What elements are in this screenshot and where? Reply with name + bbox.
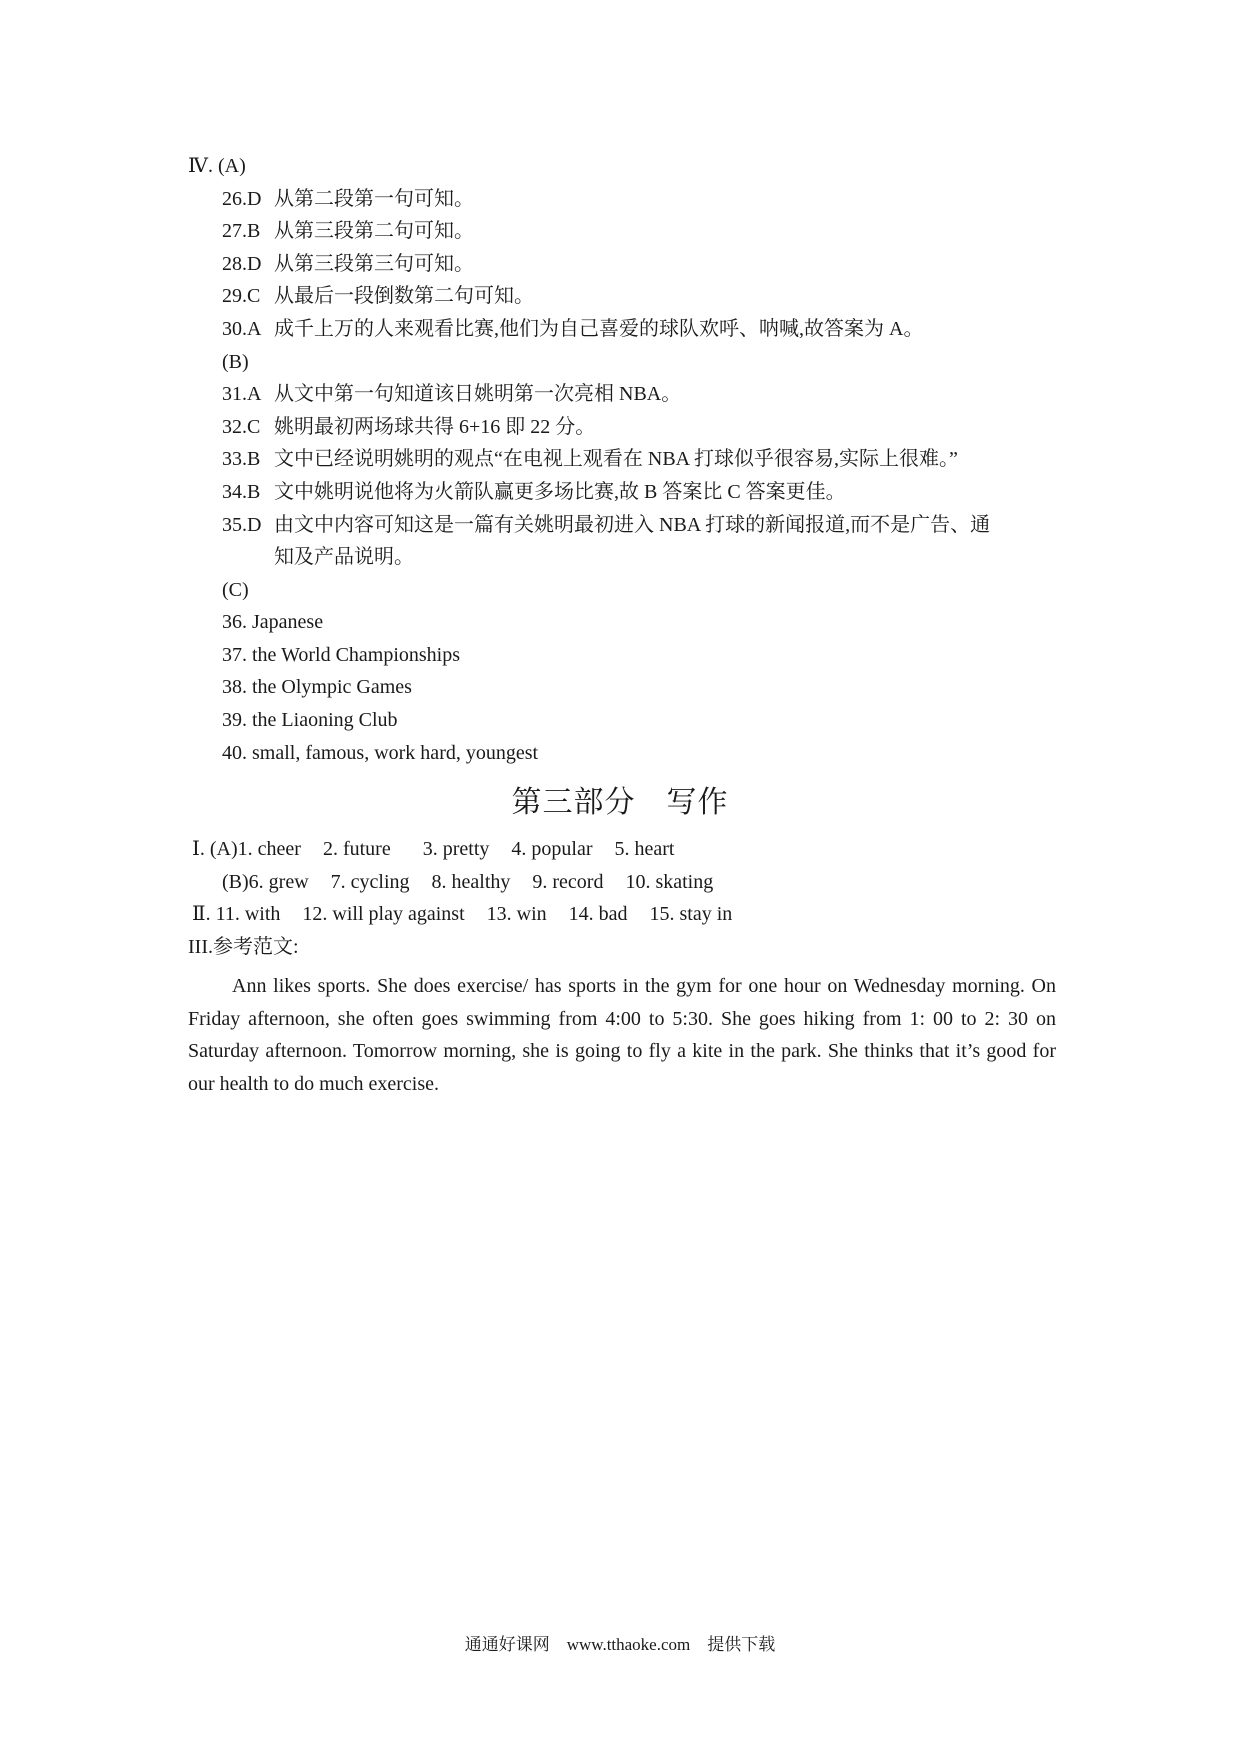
answer-36: 36. Japanese [222, 611, 324, 633]
sample-essay: Ann likes sports. She does exercise/ has sports in the gym for one hour on Wednesday morning. On Friday afternoon, she often goes swimming from 4:00 to 5:30. She goes hiking from 1: 00 to 2: 30 on Saturday afternoon. Tomorrow morning, she is going to fly a kite in the park. She thinks that it’s good for our health to do much exercise. [188, 975, 1056, 1095]
answer-number: 29.C [222, 285, 261, 307]
answer-item: 3. pretty [422, 838, 490, 860]
answer-number: 35.D [222, 514, 262, 536]
answer-explanation: 文中已经说明姚明的观点“在电视上观看在 NBA 打球似乎很容易,实际上很难。” [274, 448, 958, 470]
part-c-label: (C) [222, 579, 249, 601]
answer-28 [222, 248, 474, 280]
answer-26 [222, 183, 474, 215]
answer-31 [222, 378, 681, 410]
answer-item: 5. heart [614, 838, 675, 860]
answer-explanation: 文中姚明说他将为火箭队赢更多场比赛,故 B 答案比 C 答案更佳。 [274, 481, 846, 503]
writing-iii-label: III.参考范文: [188, 936, 299, 958]
answer-number: 32.C [222, 416, 261, 438]
answer-explanation: 从第三段第三句可知。 [274, 253, 474, 275]
answer-item: 10. skating [625, 871, 714, 893]
answer-35-continuation: 知及产品说明。 [274, 546, 414, 568]
answer-explanation: 从第三段第二句可知。 [274, 220, 474, 242]
answer-30 [222, 313, 923, 345]
answer-explanation: 由文中内容可知这是一篇有关姚明最初进入 NBA 打球的新闻报道,而不是广告、通 [274, 514, 991, 536]
writing-i-a-row [192, 833, 674, 865]
answer-item: (B)6. grew [222, 871, 309, 893]
answer-39: 39. the Liaoning Club [222, 709, 398, 731]
answer-37: 37. the World Championships [222, 644, 461, 666]
writing-ii-row [192, 898, 732, 930]
answer-item: 13. win [486, 903, 547, 925]
answer-item: 14. bad [568, 903, 628, 925]
answer-29 [222, 280, 534, 312]
answer-38: 38. the Olympic Games [222, 676, 412, 698]
answer-item: Ⅱ. 11. with [192, 903, 281, 925]
section-title: 第三部分 写作 [511, 786, 729, 819]
answer-number: 27.B [222, 220, 261, 242]
answer-item: 9. record [532, 871, 604, 893]
answer-number: 28.D [222, 253, 262, 275]
answer-number: 31.A [222, 383, 262, 405]
answer-number: 34.B [222, 481, 261, 503]
answer-explanation: 成千上万的人来观看比赛,他们为自己喜爱的球队欢呼、呐喊,故答案为 A。 [274, 318, 924, 340]
answer-item: 12. will play against [302, 903, 465, 925]
answer-34 [222, 476, 846, 508]
answer-explanation: 从文中第一句知道该日姚明第一次亮相 NBA。 [274, 383, 682, 405]
footer-source: 通通好课网 www.tthaoke.com 提供下载 [464, 1635, 776, 1654]
answer-32 [222, 411, 595, 443]
answer-item: 8. healthy [431, 871, 511, 893]
answer-item: 7. cycling [330, 871, 410, 893]
part-b-label: (B) [222, 351, 249, 373]
section-iv-header: Ⅳ. (A) [188, 155, 246, 177]
answer-item: Ⅰ. (A)1. cheer [192, 838, 301, 860]
answer-number: 30.A [222, 318, 262, 340]
answer-item: 4. popular [511, 838, 593, 860]
answer-item: 2. future [322, 838, 391, 860]
answer-number: 33.B [222, 448, 261, 470]
answer-explanation: 从最后一段倒数第二句可知。 [274, 285, 534, 307]
answer-27 [222, 215, 474, 247]
answer-40: 40. small, famous, work hard, youngest [222, 742, 539, 764]
answer-explanation: 从第二段第一句可知。 [274, 188, 474, 210]
answer-explanation: 姚明最初两场球共得 6+16 即 22 分。 [274, 416, 596, 438]
answer-33 [222, 443, 958, 475]
answer-number: 26.D [222, 188, 262, 210]
answer-item: 15. stay in [649, 903, 733, 925]
answer-35 [222, 509, 990, 541]
writing-i-b-row [222, 866, 713, 898]
